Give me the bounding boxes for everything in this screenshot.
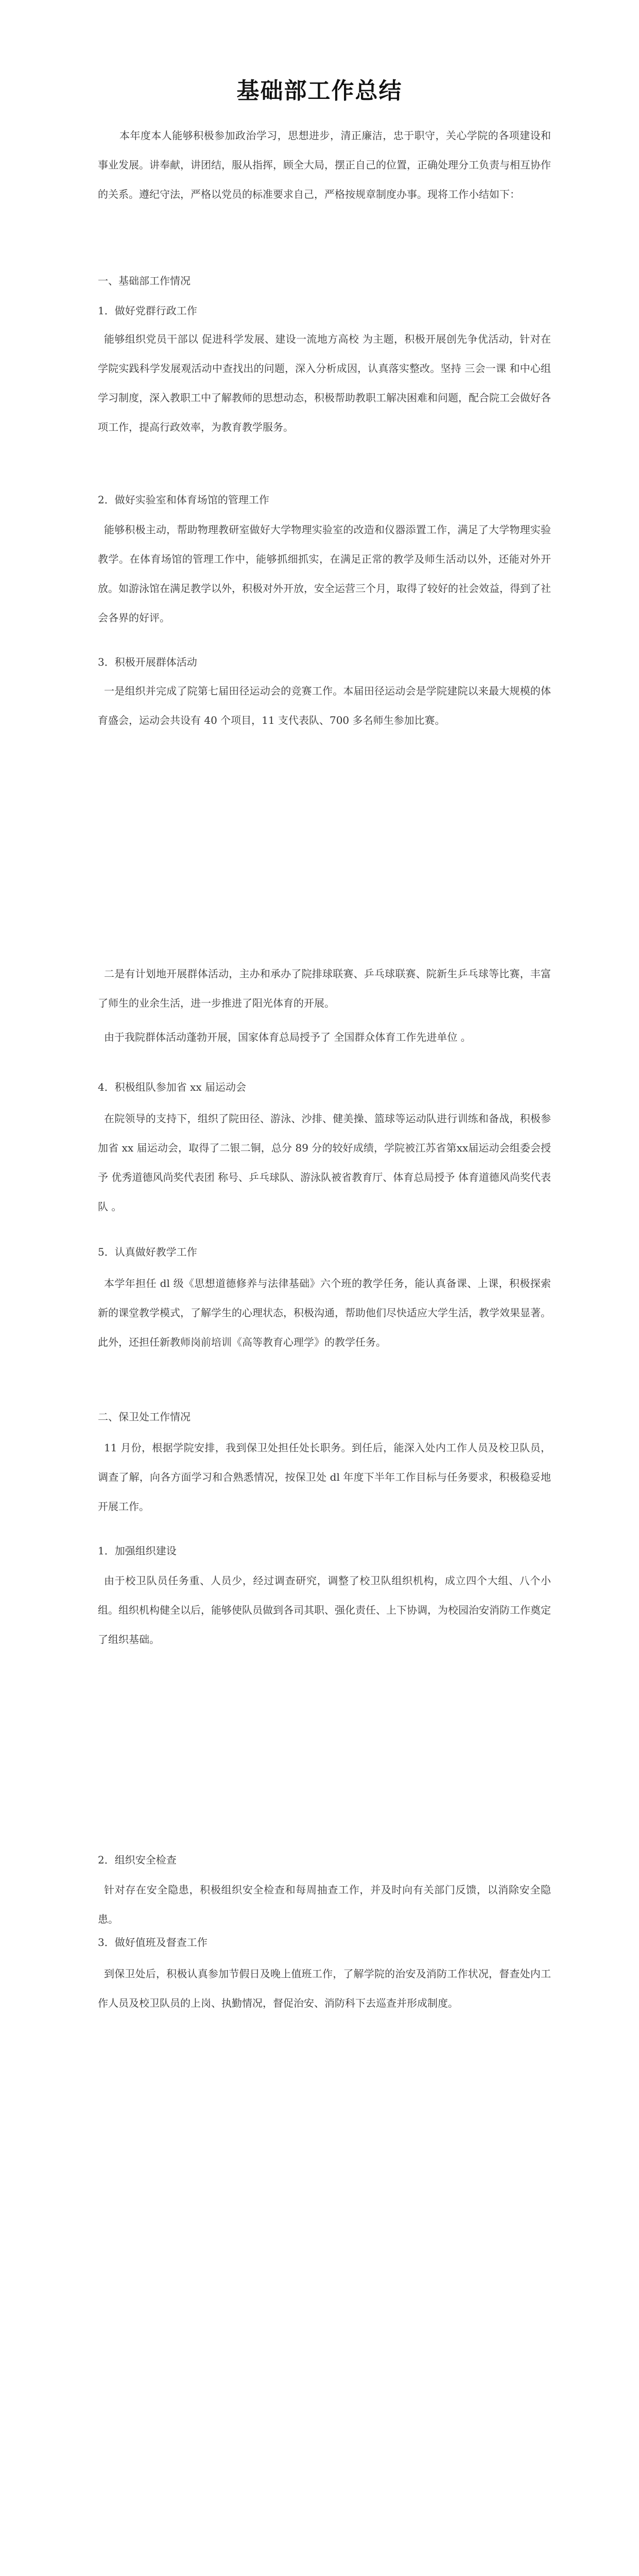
paragraph-9: 由于校卫队员任务重、人员少，经过调查研究，调整了校卫队组织机构，成立四个大组、八个小组。组织机构健全以后，能够使队员做到各司其职、强化责任、上下协调，为校园治安消防工作奠定了组织基础。 <box>98 1574 551 1646</box>
subheading-2-1: 1．加强组织建设 <box>98 1545 177 1557</box>
section-heading-1: 一、基础部工作情况 <box>98 275 191 287</box>
paragraph-5: 由于我院群体活动蓬勃开展，国家体育总局授予了 全国群众体育工作先进单位 。 <box>104 1031 471 1043</box>
paragraph-8: 11 月份，根据学院安排，我到保卫处担任处长职务。到任后，能深入处内工作人员及校卫队员，调查了解，向各方面学习和合熟悉情况，按保卫处 dl 年度下半年工作目标与任务要求，积极稳妥地开展工作。 <box>98 1442 551 1513</box>
subheading-1-3: 3．积极开展群体活动 <box>98 656 197 668</box>
paragraph-2: 能够积极主动，帮助物理教研室做好大学物理实验室的改造和仪器添置工作，满足了大学物理实验教学。在体育场馆的管理工作中，能够抓细抓实，在满足正常的教学及师生活动以外，还能对外开放。如游泳馆在满足教学以外，积极对外开放，安全运营三个月，取得了较好的社会效益，得到了社会各界的好评。 <box>98 523 551 624</box>
subheading-2-3: 3．做好值班及督查工作 <box>98 1936 208 1948</box>
paragraph-4: 二是有计划地开展群体活动，主办和承办了院排球联赛、乒乓球联赛、院新生乒乓球等比赛，丰富了师生的业余生活，进一步推进了阳光体育的开展。 <box>98 968 551 1009</box>
subheading-1-1: 1．做好党群行政工作 <box>98 304 197 317</box>
paragraph-3: 一是组织并完成了院第七届田径运动会的竞赛工作。本届田径运动会是学院建院以来最大规模的体育盛会，运动会共设有 40 个项目，11 支代表队、700 多名师生参加比赛。 <box>98 685 551 726</box>
paragraph-6: 在院领导的支持下，组织了院田径、游泳、沙排、健美操、篮球等运动队进行训练和备战，积极参加省 xx 届运动会，取得了二银二铜，总分 89 分的较好成绩，学院被江苏省第xx届运动会组委会授予 优秀道德风尚奖代表团 称号、乒乓球队、游泳队被省教育厅、体育总局授予 体育道德风尚奖代表队 。 <box>98 1112 551 1213</box>
subheading-1-2: 2．做好实验室和体育场馆的管理工作 <box>98 494 269 506</box>
paragraph-10: 针对存在安全隐患，积极组织安全检查和每周抽查工作，并及时向有关部门反馈，以消除安全隐患。 <box>98 1884 551 1925</box>
section-heading-2: 二、保卫处工作情况 <box>98 1411 191 1423</box>
subheading-1-4: 4．积极组队参加省 xx 届运动会 <box>98 1081 246 1093</box>
paragraph-7: 本学年担任 dl 级《思想道德修养与法律基础》六个班的教学任务，能认真备课、上课，积极探索新的课堂教学模式，了解学生的心理状态，积极沟通，帮助他们尽快适应大学生活，教学效果显著。此外，还担任新教师岗前培训《高等教育心理学》的教学任务。 <box>98 1277 551 1348</box>
paragraph-1: 能够组织党员干部以 促进科学发展、建设一流地方高校 为主题，积极开展创先争优活动，针对在学院实践科学发展观活动中查找出的问题，深入分析成因，认真落实整改。坚持 三会一课 和中心组学习制度，深入教职工中了解教师的思想动态，积极帮助教职工解决困难和问题，配合院工会做好各项工作，提高行政效率，为教育教学服务。 <box>98 333 551 433</box>
intro-paragraph: 本年度本人能够积极参加政治学习，思想进步，清正廉洁，忠于职守，关心学院的各项建设和事业发展。讲奉献，讲团结，服从指挥，顾全大局，摆正自己的位置，正确处理分工负责与相互协作的关系。遵纪守法，严格以党员的标准要求自己，严格按规章制度办事。现将工作小结如下： <box>98 129 551 200</box>
doc-title: 基础部工作总结 <box>236 78 403 104</box>
subheading-1-5: 5．认真做好教学工作 <box>98 1246 197 1258</box>
paragraph-11: 到保卫处后，积极认真参加节假日及晚上值班工作，了解学院的治安及消防工作状况，督查处内工作人员及校卫队员的上岗、执勤情况，督促治安、消防科下去巡查并形成制度。 <box>98 1968 551 2009</box>
subheading-2-2: 2．组织安全检查 <box>98 1854 177 1866</box>
